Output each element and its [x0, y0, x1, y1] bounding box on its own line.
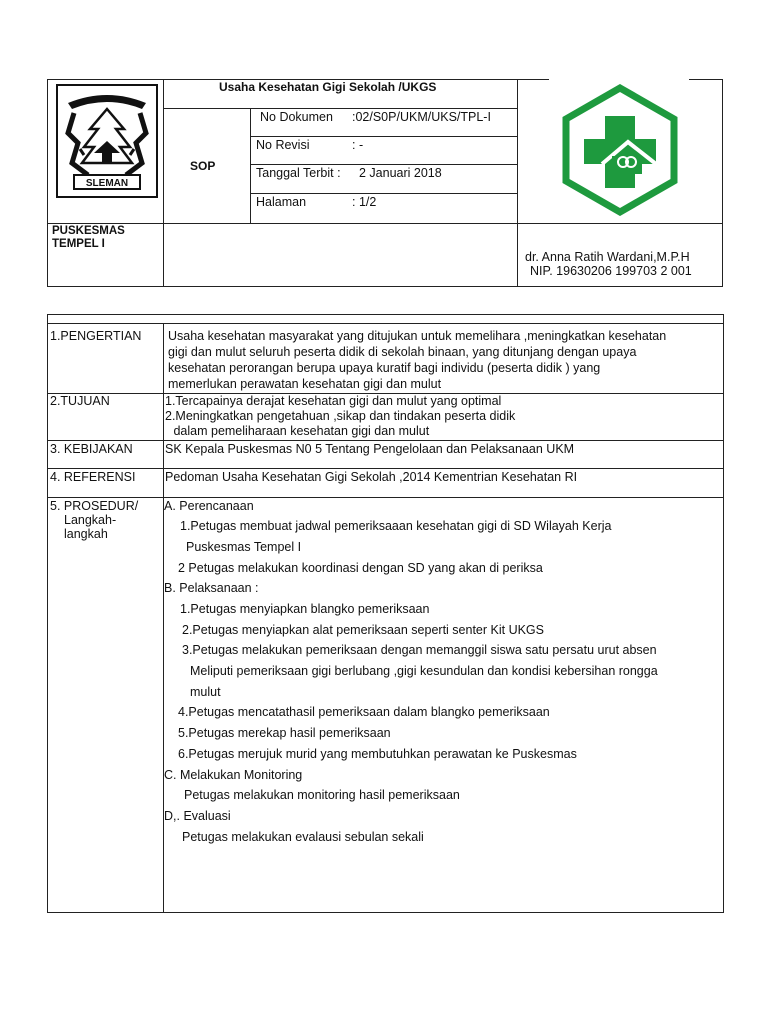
referensi-text: Pedoman Usaha Kesehatan Gigi Sekolah ,2014 Kementrian Kesehatan RI: [165, 470, 578, 484]
pengertian-label: 1.PENGERTIAN: [50, 329, 142, 343]
prosedur-heading: A. Perencanaan: [164, 499, 254, 513]
halaman-label: Halaman: [256, 195, 307, 209]
tanggal-terbit-value: 2 Januari 2018: [359, 166, 442, 180]
signer-name: dr. Anna Ratih Wardani,M.P.H: [525, 250, 690, 264]
prosedur-step: 3.Petugas melakukan pemeriksaan dengan memanggil siswa satu persatu urut absen: [182, 643, 657, 657]
sop-label: SOP: [190, 159, 216, 173]
prosedur-step: mulut: [190, 685, 221, 699]
document-title: Usaha Kesehatan Gigi Sekolah /UKGS: [219, 80, 437, 94]
prosedur-label: Langkah-: [64, 513, 117, 527]
pengertian-line: gigi dan mulut seluruh peserta didik di sekolah binaan, yang ditunjang dengan upaya: [168, 345, 637, 359]
prosedur-step: 5.Petugas merekap hasil pemeriksaan: [178, 726, 391, 740]
halaman-value: : 1/2: [352, 195, 377, 209]
prosedur-step: 6.Petugas merujuk murid yang membutuhkan perawatan ke Puskesmas: [178, 747, 577, 761]
signer-nip: NIP. 19630206 199703 2 001: [530, 264, 692, 278]
prosedur-step: Meliputi pemeriksaan gigi berlubang ,gigi kesundulan dan kondisi kebersihan rongga: [190, 664, 658, 678]
puskesmas-name-line2: TEMPEL I: [52, 238, 105, 250]
sleman-logo-text: SLEMAN: [85, 178, 129, 189]
pengertian-line: Usaha kesehatan masyarakat yang ditujukan untuk memelihara ,meningkatkan kesehatan: [168, 329, 667, 343]
referensi-label: 4. REFERENSI: [50, 470, 136, 484]
tujuan-line: 1.Tercapainya derajat kesehatan gigi dan mulut yang optimal: [165, 394, 502, 408]
prosedur-step: 2.Petugas menyiapkan alat pemeriksaan seperti senter Kit UKGS: [182, 623, 544, 637]
tujuan-line: dalam pemeliharaan kesehatan gigi dan mulut: [170, 424, 430, 438]
pengertian-line: kesehatan perorangan berupa upaya kuratif bagi individu (peserta didik ) yang: [168, 361, 601, 375]
prosedur-step: Petugas melakukan monitoring hasil pemeriksaan: [184, 788, 460, 802]
prosedur-step: Petugas melakukan evalausi sebulan sekali: [182, 830, 424, 844]
puskesmas-logo: [560, 84, 680, 216]
puskesmas-name-line1: PUSKESMAS: [52, 225, 125, 237]
prosedur-step: Puskesmas Tempel I: [186, 540, 302, 554]
prosedur-label: langkah: [64, 527, 108, 541]
puskesmas-cross-logo-icon: [560, 84, 680, 216]
kebijakan-text: SK Kepala Puskesmas N0 5 Tentang Pengelolaan dan Pelaksanaan UKM: [165, 442, 575, 456]
no-revisi-label: No Revisi: [256, 138, 310, 152]
prosedur-step: 2 Petugas melakukan koordinasi dengan SD yang akan di periksa: [178, 561, 543, 575]
kebijakan-label: 3. KEBIJAKAN: [50, 442, 133, 456]
prosedur-heading: B. Pelaksanaan :: [164, 581, 259, 595]
sleman-logo: [54, 83, 160, 200]
tujuan-label: 2.TUJUAN: [50, 394, 110, 408]
prosedur-heading: D,. Evaluasi: [164, 809, 231, 823]
prosedur-step: 1.Petugas membuat jadwal pemeriksaaan kesehatan gigi di SD Wilayah Kerja: [180, 519, 612, 533]
no-revisi-value: : -: [352, 138, 364, 152]
tujuan-line: 2.Meningkatkan pengetahuan ,sikap dan tindakan peserta didik: [165, 409, 516, 423]
prosedur-step: 4.Petugas mencatathasil pemeriksaan dalam blangko pemeriksaan: [178, 705, 550, 719]
prosedur-heading: C. Melakukan Monitoring: [164, 768, 303, 782]
tanggal-terbit-label: Tanggal Terbit :: [256, 166, 341, 180]
prosedur-label: 5. PROSEDUR/: [50, 499, 139, 513]
pengertian-line: memerlukan perawatan kesehatan gigi dan mulut: [168, 377, 442, 391]
no-dokumen-label: No Dokumen: [260, 110, 333, 124]
no-dokumen-value: :02/S0P/UKM/UKS/TPL-I: [352, 110, 491, 124]
prosedur-step: 1.Petugas menyiapkan blangko pemeriksaan: [180, 602, 430, 616]
sleman-regency-emblem-icon: [54, 83, 160, 200]
